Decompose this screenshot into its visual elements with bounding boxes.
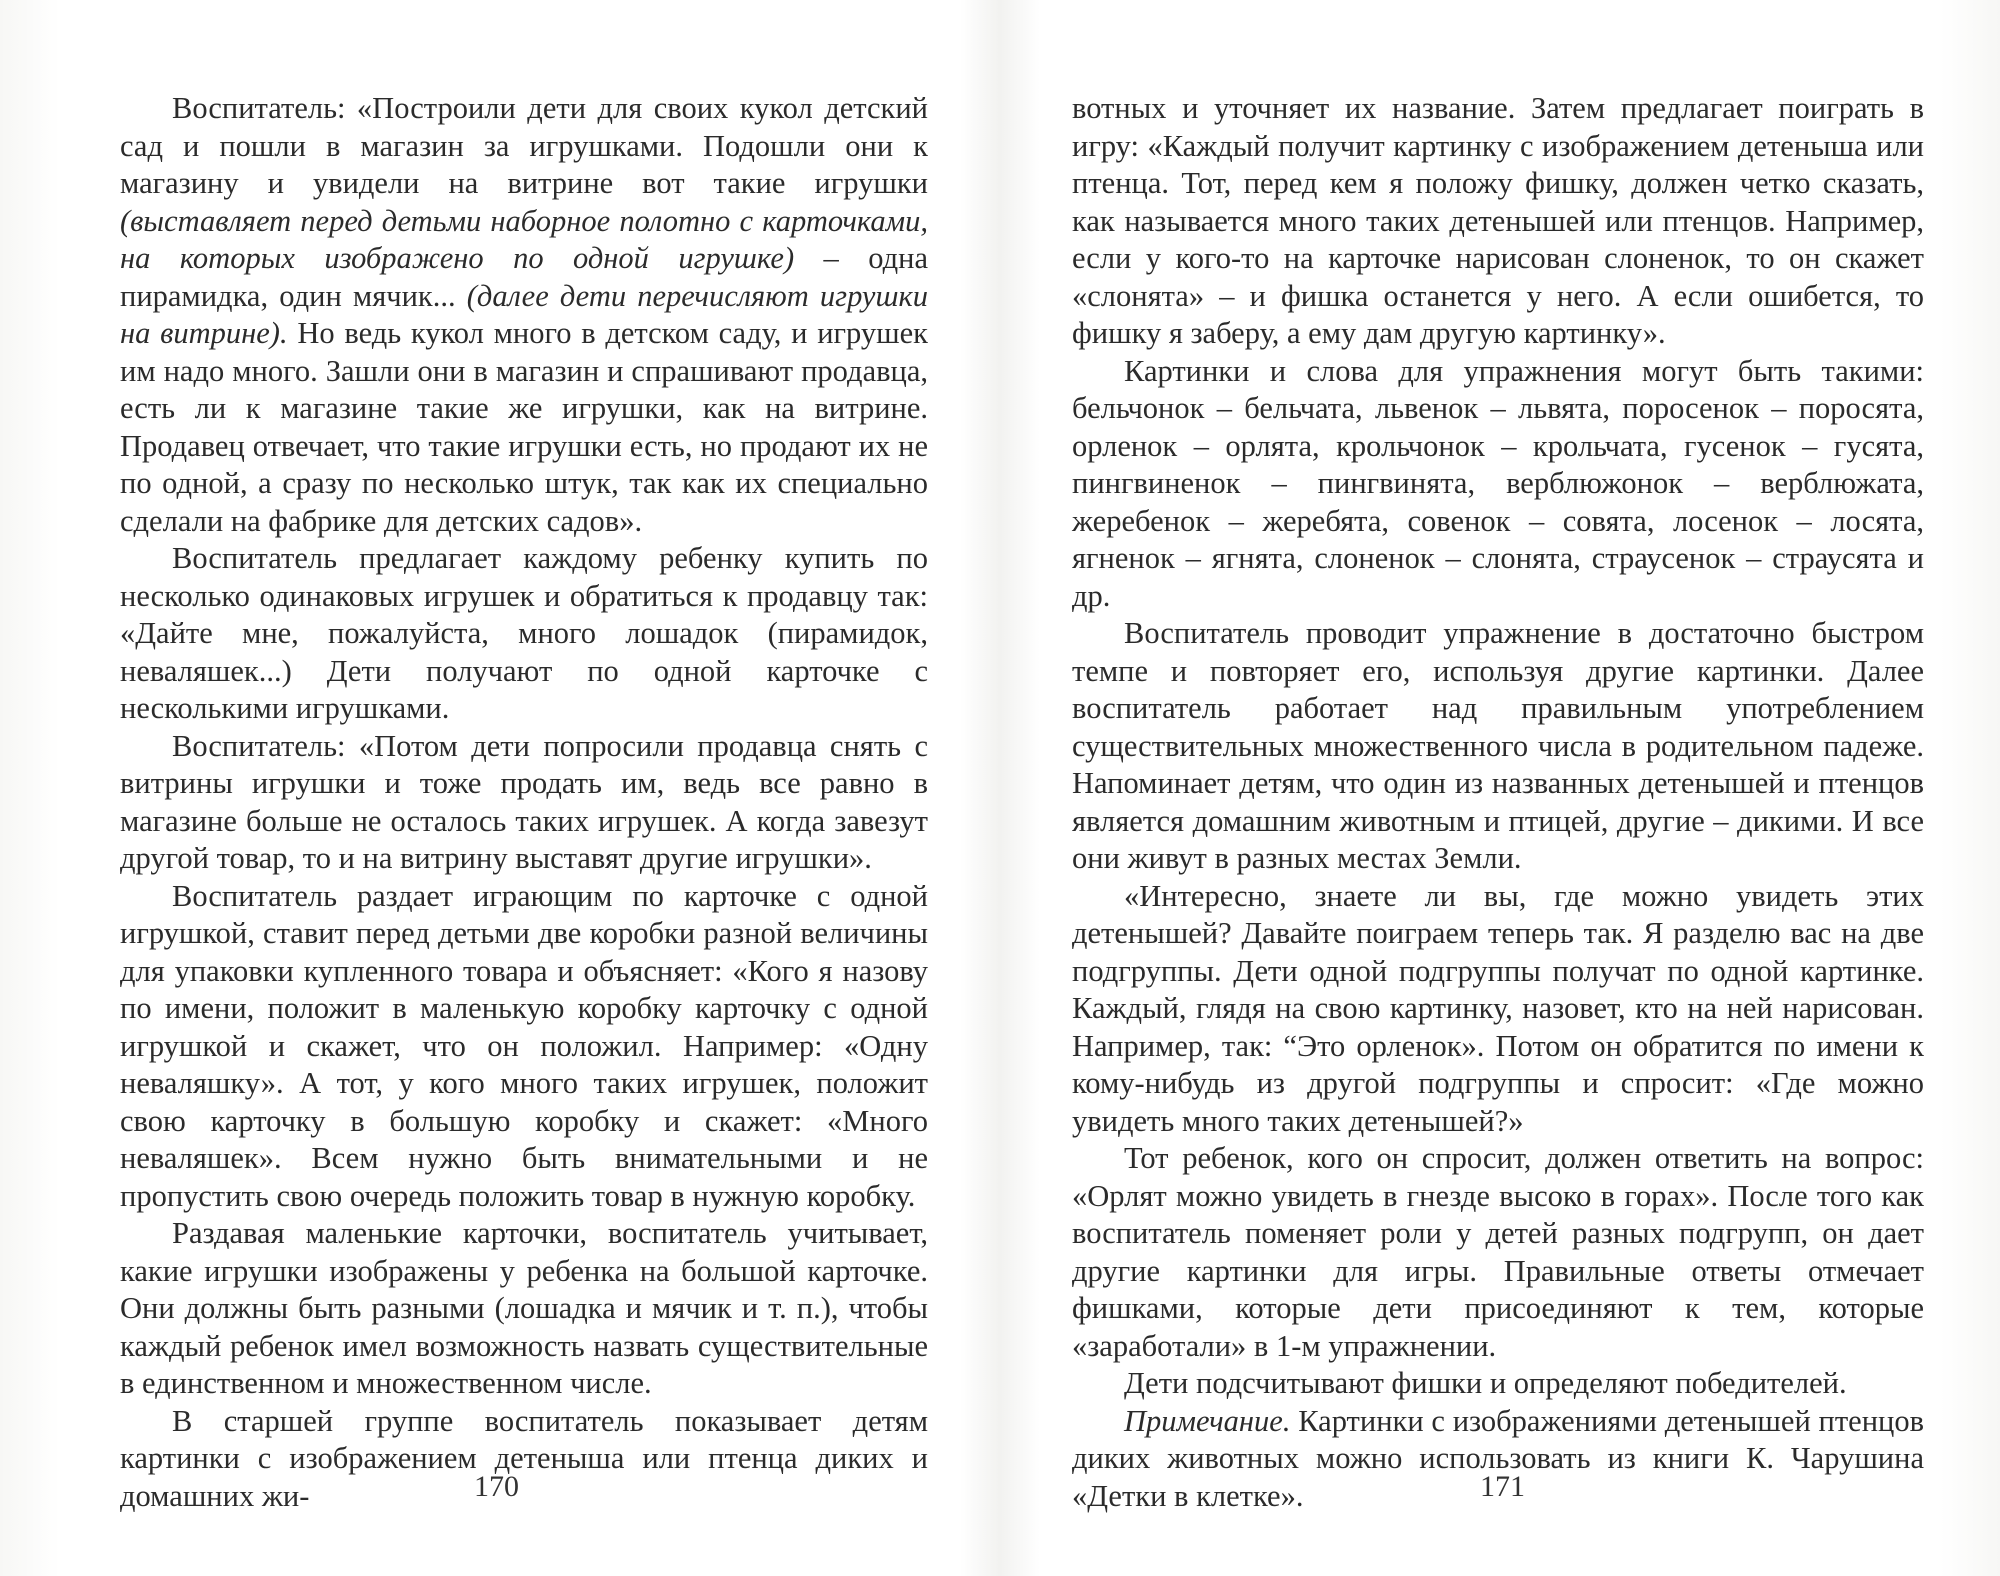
italic-remark: (выставляет перед детьми наборное полотно с карточками, на которых изображено по одной игрушке) — [120, 203, 928, 275]
left-page — [120, 90, 928, 1515]
paragraph: Раздавая маленькие карточки, воспитатель учитывает, какие игрушки изображены у ребенка на большой карточке. Они должны быть разными (лошадка и мячик и т. п.), чтобы каждый ребенок имел возможность назвать существительные в единственном и множественном числе. — [120, 1216, 928, 1400]
paragraph: Воспитатель раздает играющим по карточке с одной игрушкой, ставит перед детьми две коробки разной величины для упаковки купленного товара и объясняет: «Кого я назову по имени, положит в маленькую коробку карточку с одной игрушкой и скажет, что он положил. Например: «Одну неваляшку». А тот, у кого много таких игрушек, положит свою карточку в большую коробку и скажет: «Много неваляшек». Всем нужно быть внимательными и не пропустить свою очередь положить товар в нужную коробку. — [120, 878, 928, 1213]
paragraph: Тот ребенок, кого он спросит, должен ответить на вопрос: «Орлят можно увидеть в гнезде высоко в горах». После того как воспитатель поменяет роли у детей разных подгрупп, он дает другие картинки для игры. Правильные ответы отмечает фишками, которые дети присоединяют к тем, которые «заработали» в 1-м упражнении. — [1072, 1141, 1924, 1363]
paragraph: «Интересно, знаете ли вы, где можно увидеть этих детенышей? Давайте поиграем теперь так. Я разделю вас на две подгруппы. Дети одной подгруппы получат по одной картинке. Каждый, глядя на свою картинку, назовет, кто на ней нарисован. Например, так: “Это орленок». Потом он обратится по имени к кому-нибудь из другой подгруппы и спросит: «Где можно увидеть много таких детенышей?» — [1072, 878, 1924, 1138]
text-run: Воспитатель: «Построили дети для своих кукол детский сад и пошли в магазин за игрушками. Подошли они к магазину и увидели на витрине вот такие игрушки — [120, 91, 928, 200]
paragraph: Воспитатель проводит упражнение в достаточно быстром темпе и повторяет его, используя другие картинки. Далее воспитатель работает над правильным употреблением существительных множественного числа в родительном падеже. Напоминает детям, что один из названных детенышей и птенцов является домашним животным и птицей, другие – дикими. И все они живут в разных местах Земли. — [1072, 616, 1924, 875]
paragraph: Картинки и слова для упражнения могут быть такими: бельчонок – бельчата, львенок – львята, поросенок – поросята, орленок – орлята, крольчонок – крольчата, гусенок – гусята, пингвиненок – пингвинята, верблюжонок – верблюжата, жеребенок – жеребята, совенок – совята, лосенок – лосята, ягненок – ягнята, слоненок – слонята, страусенок – страусята и др. — [1072, 353, 1924, 613]
note-label: Примечание. — [1124, 1403, 1291, 1438]
paragraph: Воспитатель: «Потом дети попросили продавца снять с витрины игрушки и тоже продать им, ведь все равно в магазине больше не осталось таких игрушек. А когда завезут другой товар, то и на витрину выставят другие игрушки». — [120, 728, 928, 875]
paragraph: вотных и уточняет их название. Затем предлагает поиграть в игру: «Каждый получит картинку с изображением детеныша или птенца. Тот, перед кем я положу фишку, должен четко сказать, как называется много таких детенышей или птенцов. Например, если у кого-то на карточке нарисован слоненок, то он скажет «слонята» – и фишка останется у него. А если ошибется, то фишку я заберу, а ему дам другую картинку». — [1072, 91, 1924, 350]
page-number-right: 171 — [1480, 1470, 1525, 1503]
paragraph — [120, 90, 928, 540]
paragraph: Дети подсчитывают фишки и определяют победителей. — [1124, 1366, 1847, 1400]
note-text: Картинки с изображениями детенышей птенцов диких животных можно использовать из книги К. Чарушина «Детки в клетке». — [1072, 1403, 1924, 1513]
text-run: – одна пирамидка, один мячик... — [120, 241, 928, 313]
text-run: Но ведь кукол много в детском саду, и игрушек им надо много. Зашли они в магазин и спрашивают продавца, есть ли к магазине такие же игрушки, как на витрине. Продавец отвечает, что такие игрушки есть, но продают их не по одной, а сразу по несколько штук, так как их специально сделали на фабрике для детских садов». — [120, 316, 928, 538]
paragraph: Воспитатель предлагает каждому ребенку купить по несколько одинаковых игрушек и обратиться к продавцу так: «Дайте мне, пожалуйста, много лошадок (пирамидок, неваляшек...) Дети получают по одной карточке с несколькими игрушками. — [120, 541, 928, 725]
right-page — [1072, 90, 1924, 1515]
paragraph: В старшей группе воспитатель показывает детям картинки с изображением детеныша или птенца диких и домашних жи- — [120, 1403, 928, 1513]
page-number-left: 170 — [474, 1470, 519, 1503]
italic-remark: (далее дети перечисляют игрушки на витрине). — [120, 278, 928, 350]
